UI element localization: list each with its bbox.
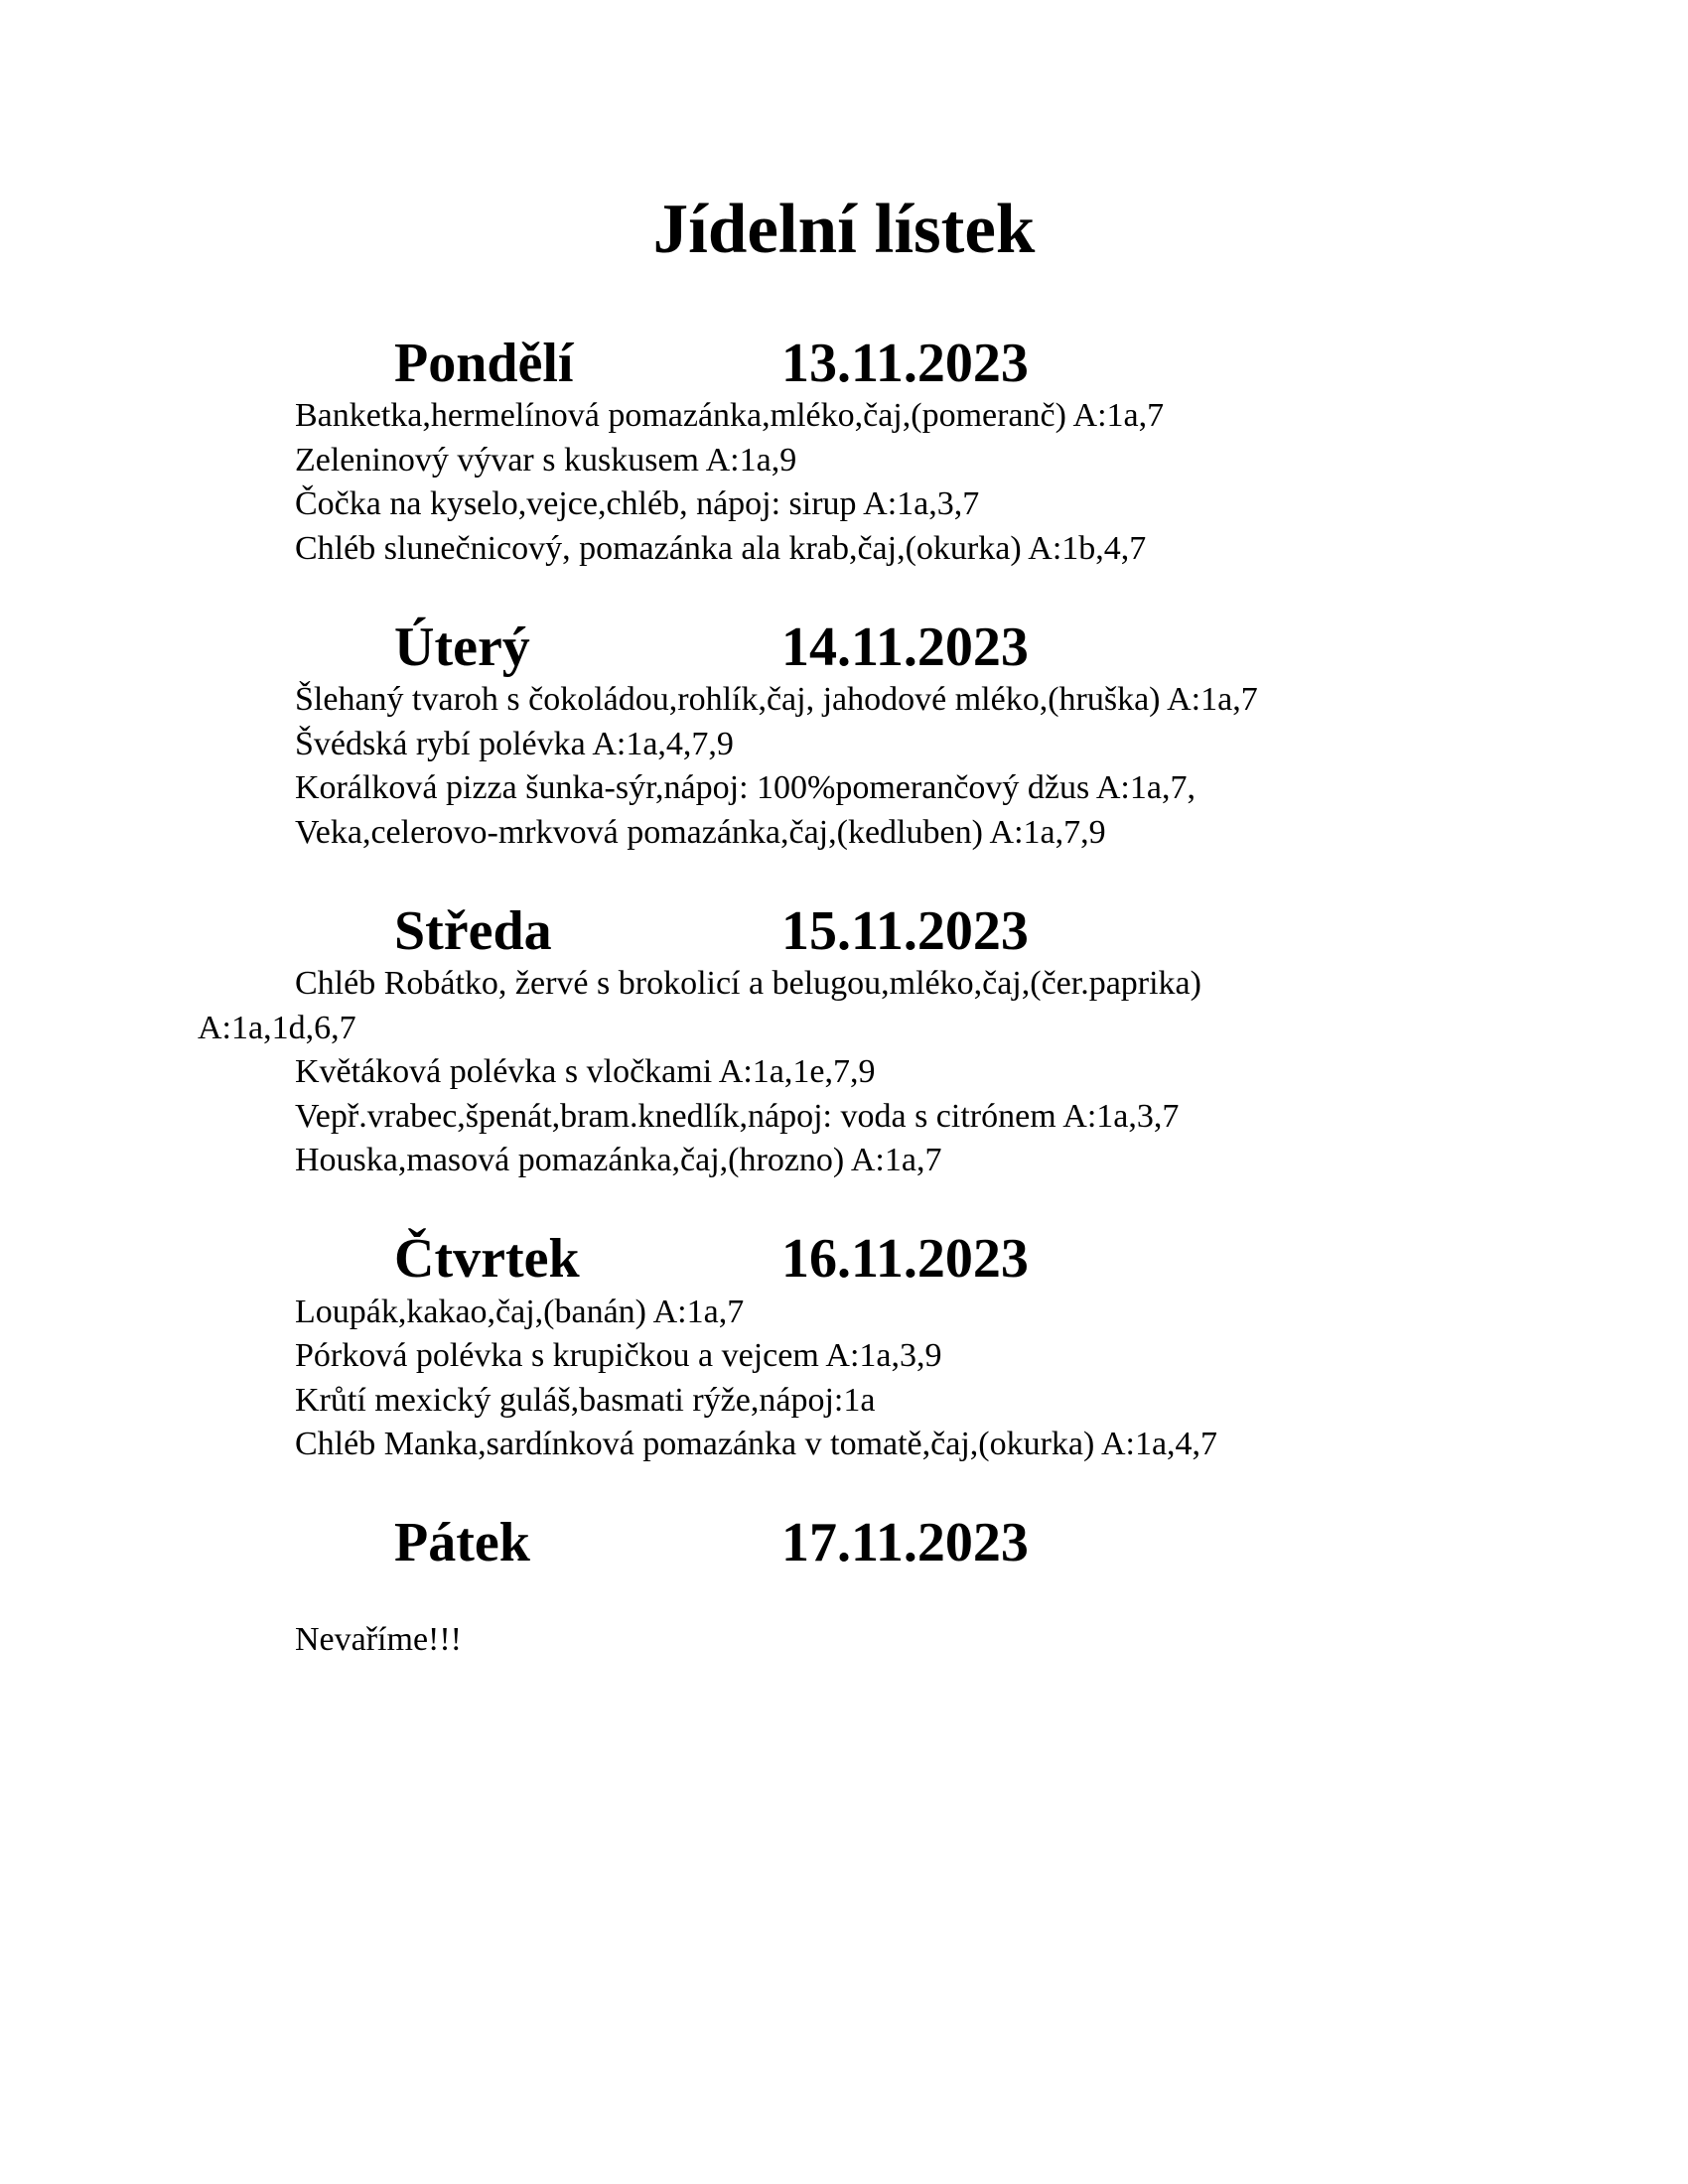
menu-item: Šlehaný tvaroh s čokoládou,rohlík,čaj, jahodové mléko,(hruška) A:1a,7: [295, 681, 1258, 718]
day-name: Čtvrtek: [394, 1228, 580, 1290]
menu-item: Veka,celerovo-mrkvová pomazánka,čaj,(kedluben) A:1a,7,9: [295, 814, 1106, 851]
menu-item-continuation: A:1a,1d,6,7: [198, 1010, 356, 1046]
menu-item: Švédská rybí polévka A:1a,4,7,9: [295, 726, 734, 762]
day-header-tuesday: [0, 616, 1688, 679]
menu-item: Zeleninový vývar s kuskusem A:1a,9: [295, 442, 797, 478]
day-date: 16.11.2023: [781, 1228, 1029, 1290]
menu-item: Korálková pizza šunka-sýr,nápoj: 100%pomerančový džus A:1a,7,: [295, 769, 1196, 806]
menu-item: Krůtí mexický guláš,basmati rýže,nápoj:1a: [295, 1382, 876, 1419]
day-name: Středa: [394, 900, 552, 962]
menu-item: Čočka na kyselo,vejce,chléb, nápoj: sirup A:1a,3,7: [295, 485, 980, 522]
menu-item: Houska,masová pomazánka,čaj,(hrozno) A:1a,7: [295, 1142, 942, 1178]
page-title: Jídelní lístek: [652, 191, 1036, 268]
menu-item: Loupák,kakao,čaj,(banán) A:1a,7: [295, 1294, 745, 1330]
menu-item: Květáková polévka s vločkami A:1a,1e,7,9: [295, 1053, 876, 1090]
menu-item: Chléb Manka,sardínková pomazánka v tomatě,čaj,(okurka) A:1a,4,7: [295, 1426, 1218, 1462]
day-name: Úterý: [394, 616, 530, 678]
day-date: 17.11.2023: [781, 1512, 1029, 1573]
menu-item: Banketka,hermelínová pomazánka,mléko,čaj,(pomeranč) A:1a,7: [295, 397, 1165, 434]
day-date: 15.11.2023: [781, 900, 1029, 962]
menu-item: Nevaříme!!!: [295, 1621, 463, 1658]
day-name: Pátek: [394, 1512, 530, 1573]
day-header-wednesday: [0, 900, 1688, 963]
day-name: Pondělí: [394, 333, 574, 394]
day-date: 13.11.2023: [781, 333, 1029, 394]
day-header-thursday: [0, 1228, 1688, 1291]
day-header-monday: [0, 333, 1688, 395]
menu-item: Pórková polévka s krupičkou a vejcem A:1a,3,9: [295, 1337, 942, 1374]
menu-item: Vepř.vrabec,špenát,bram.knedlík,nápoj: voda s citrónem A:1a,3,7: [295, 1098, 1180, 1135]
day-date: 14.11.2023: [781, 616, 1029, 678]
menu-item: Chléb slunečnicový, pomazánka ala krab,čaj,(okurka) A:1b,4,7: [295, 530, 1147, 567]
menu-item: Chléb Robátko, žervé s brokolicí a belugou,mléko,čaj,(čer.paprika): [295, 965, 1201, 1002]
day-header-friday: [0, 1512, 1688, 1574]
